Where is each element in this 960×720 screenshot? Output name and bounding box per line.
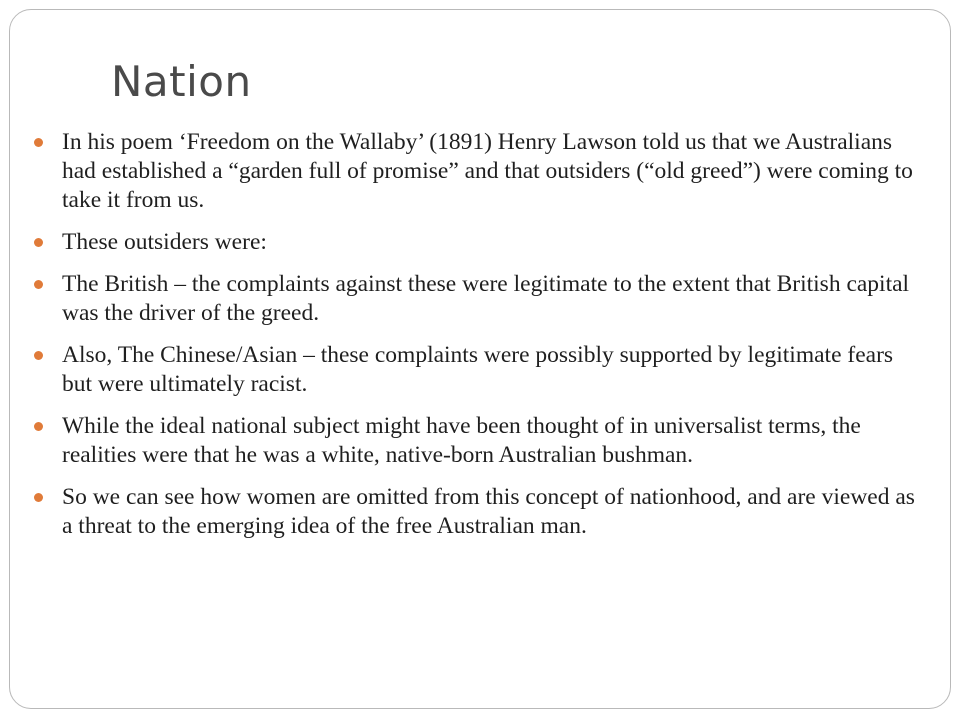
bullet-text: These outsiders were: <box>62 229 267 255</box>
bullet-item <box>34 412 918 470</box>
bullet-dot-icon <box>34 493 43 502</box>
bullet-dot-icon <box>34 238 43 247</box>
bullet-text: Also, The Chinese/Asian – these complaints were possibly supported by legitimate fears but were ultimately racist. <box>62 342 894 397</box>
bullet-dot-icon <box>34 351 43 360</box>
bullet-item <box>34 483 918 541</box>
slide-title: Nation <box>111 57 252 106</box>
bullet-item <box>34 341 918 399</box>
bullet-item <box>34 228 918 257</box>
bullet-dot-icon <box>34 280 43 289</box>
bullet-item <box>34 128 918 215</box>
bullet-text: In his poem ‘Freedom on the Wallaby’ (1891) Henry Lawson told us that we Australians had established a “garden full of promise” and that outsiders (“old greed”) were coming to take it from us. <box>62 129 913 213</box>
bullet-text: The British – the complaints against these were legitimate to the extent that British capital was the driver of the greed. <box>62 271 910 326</box>
bullet-list <box>34 128 918 554</box>
bullet-item <box>34 270 918 328</box>
bullet-text: While the ideal national subject might have been thought of in universalist terms, the realities were that he was a white, native-born Australian bushman. <box>62 413 861 468</box>
bullet-dot-icon <box>34 138 43 147</box>
bullet-dot-icon <box>34 422 43 431</box>
bullet-text: So we can see how women are omitted from this concept of nationhood, and are viewed as a threat to the emerging idea of the free Australian man. <box>62 484 915 539</box>
